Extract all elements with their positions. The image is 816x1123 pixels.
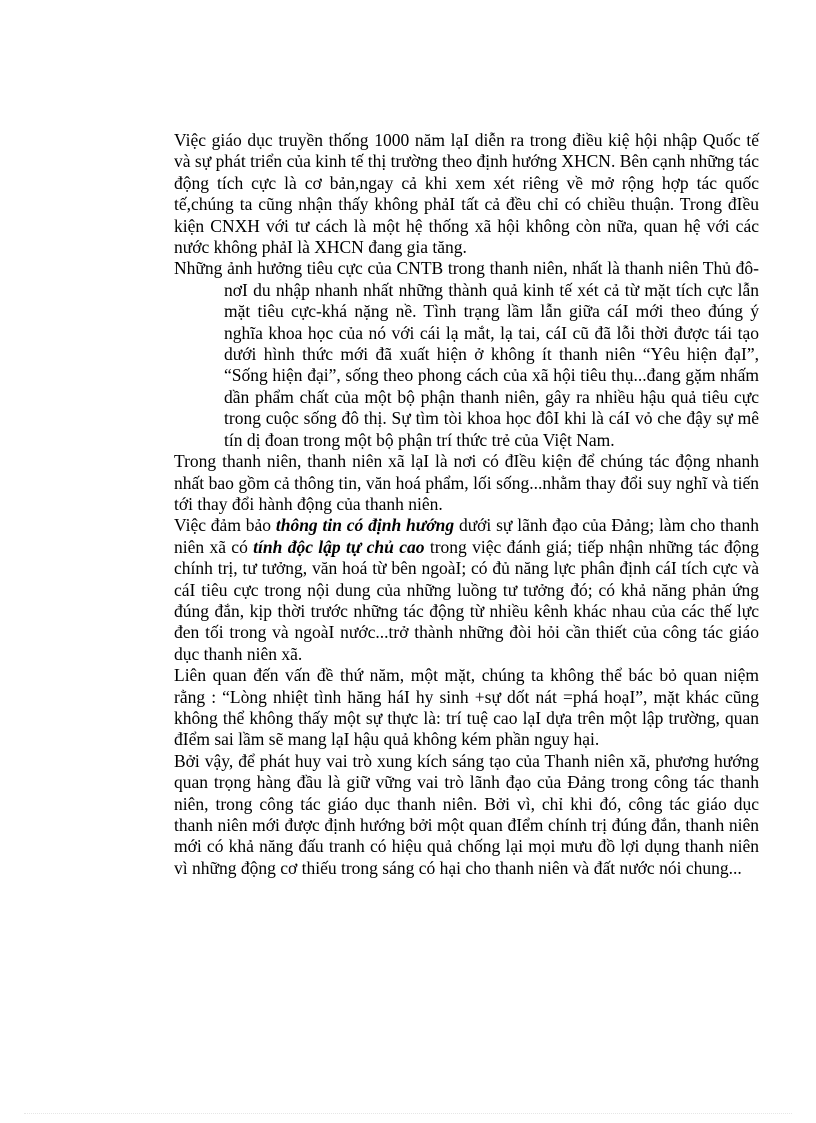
- document-page: [174, 130, 759, 879]
- page-bottom-rule: [24, 1113, 792, 1114]
- paragraph-4: [174, 515, 759, 665]
- paragraph-5: Liên quan đến vấn đề thứ năm, một mặt, chúng ta không thể bác bỏ quan niệm rằng : “Lòng nhiệt tình hăng háI hy sinh +sự dốt nát =phá hoạI”, mặt khác cũng không thể không thấy một sự thực là: trí tuệ cao lạI dựa trên một lập trường, quan đIểm sai lầm sẽ mang lạI hậu quả không kém phần nguy hại.: [174, 665, 759, 750]
- emphasis-oriented-information: thông tin có định hướng: [275, 515, 455, 536]
- paragraph-6: Bởi vậy, để phát huy vai trò xung kích sáng tạo của Thanh niên xã, phương hướng quan trọng hàng đầu là giữ vững vai trò lãnh đạo của Đảng trong công tác thanh niên, trong công tác giáo dục thanh niên. Bởi vì, chỉ khi đó, công tác giáo dục thanh niên mới được định hướng bởi một quan đIểm chính trị đúng đắn, thanh niên mới có khả năng đấu tranh có hiệu quả chống lại mọi mưu đồ lợi dụng thanh niên vì những động cơ thiếu trong sáng có hại cho thanh niên và đất nước nói chung...: [174, 750, 759, 878]
- paragraph-4-text-1: Việc đảm bảo: [174, 515, 276, 536]
- paragraph-4-text-2: dưới sự lãnh đạo của Đảng; làm cho thanh niên xã có: [174, 515, 759, 557]
- emphasis-high-autonomy: tính độc lập tự chủ cao: [253, 536, 425, 557]
- paragraph-1: Việc giáo dục truyền thống 1000 năm lạI diễn ra trong điều kiệ hội nhập Quốc tế và sự phát triển của kinh tế thị trường theo định hướng XHCN. Bên cạnh những tác động tích cực là cơ bản,ngay cả khi xem xét riêng về mở rộng hợp tác quốc tế,chúng ta cũng nhận thấy không phảI tất cả đều chỉ có chiều thuận. Trong đIều kiện CNXH với tư cách là một hệ thống xã hội không còn nữa, quan hệ với các nước không phảI là XHCN đang gia tăng.: [174, 130, 759, 258]
- paragraph-3: Trong thanh niên, thanh niên xã lạI là nơi có đIều kiện để chúng tác động nhanh nhất bao gồm cả thông tin, văn hoá phẩm, lối sống...nhằm thay đổi suy nghĩ và tiến tới thay đổi hành động của thanh niên.: [174, 451, 759, 514]
- paragraph-4-text-3: trong việc đánh giá; tiếp nhận những tác động chính trị, tư tưởng, văn hoá từ bên ngoàI; có đủ năng lực phân định cáI tích cực và cáI tiêu cực trong nội dung của những luồng tư tưởng đó; có khả năng phản ứng đúng đắn, kịp thời trước những tác động từ nhiều kênh khác nhau của các thế lực đen tối trong và ngoàI nước...trở thành những đòi hỏi cần thiết của công tác giáo dục thanh niên xã.: [174, 536, 759, 664]
- paragraph-2: Những ảnh hưởng tiêu cực của CNTB trong thanh niên, nhất là thanh niên Thủ đô-nơI du nhập nhanh nhất những thành quả kinh tế xét cả từ mặt tích cực lẫn mặt tiêu cực-khá nặng nề. Tình trạng lầm lẫn giữa cáI mới theo đúng ý nghĩa khoa học của nó với cái lạ mắt, lạ tai, cáI cũ đã lỗi thời được tái tạo dưới hình thức mới đã xuất hiện ở không ít thanh niên “Yêu hiện đạI”, “Sống hiện đại”, sống theo phong cách của xã hội tiêu thụ...đang gặm nhấm dần phẩm chất của một bộ phận thanh niên, gây ra nhiều hậu quả tiêu cực trong cuộc sống đô thị. Sự tìm tòi khoa học đôI khi là cáI vỏ che đậy sự mê tín dị đoan trong một bộ phận trí thức trẻ của Việt Nam.: [174, 258, 759, 450]
